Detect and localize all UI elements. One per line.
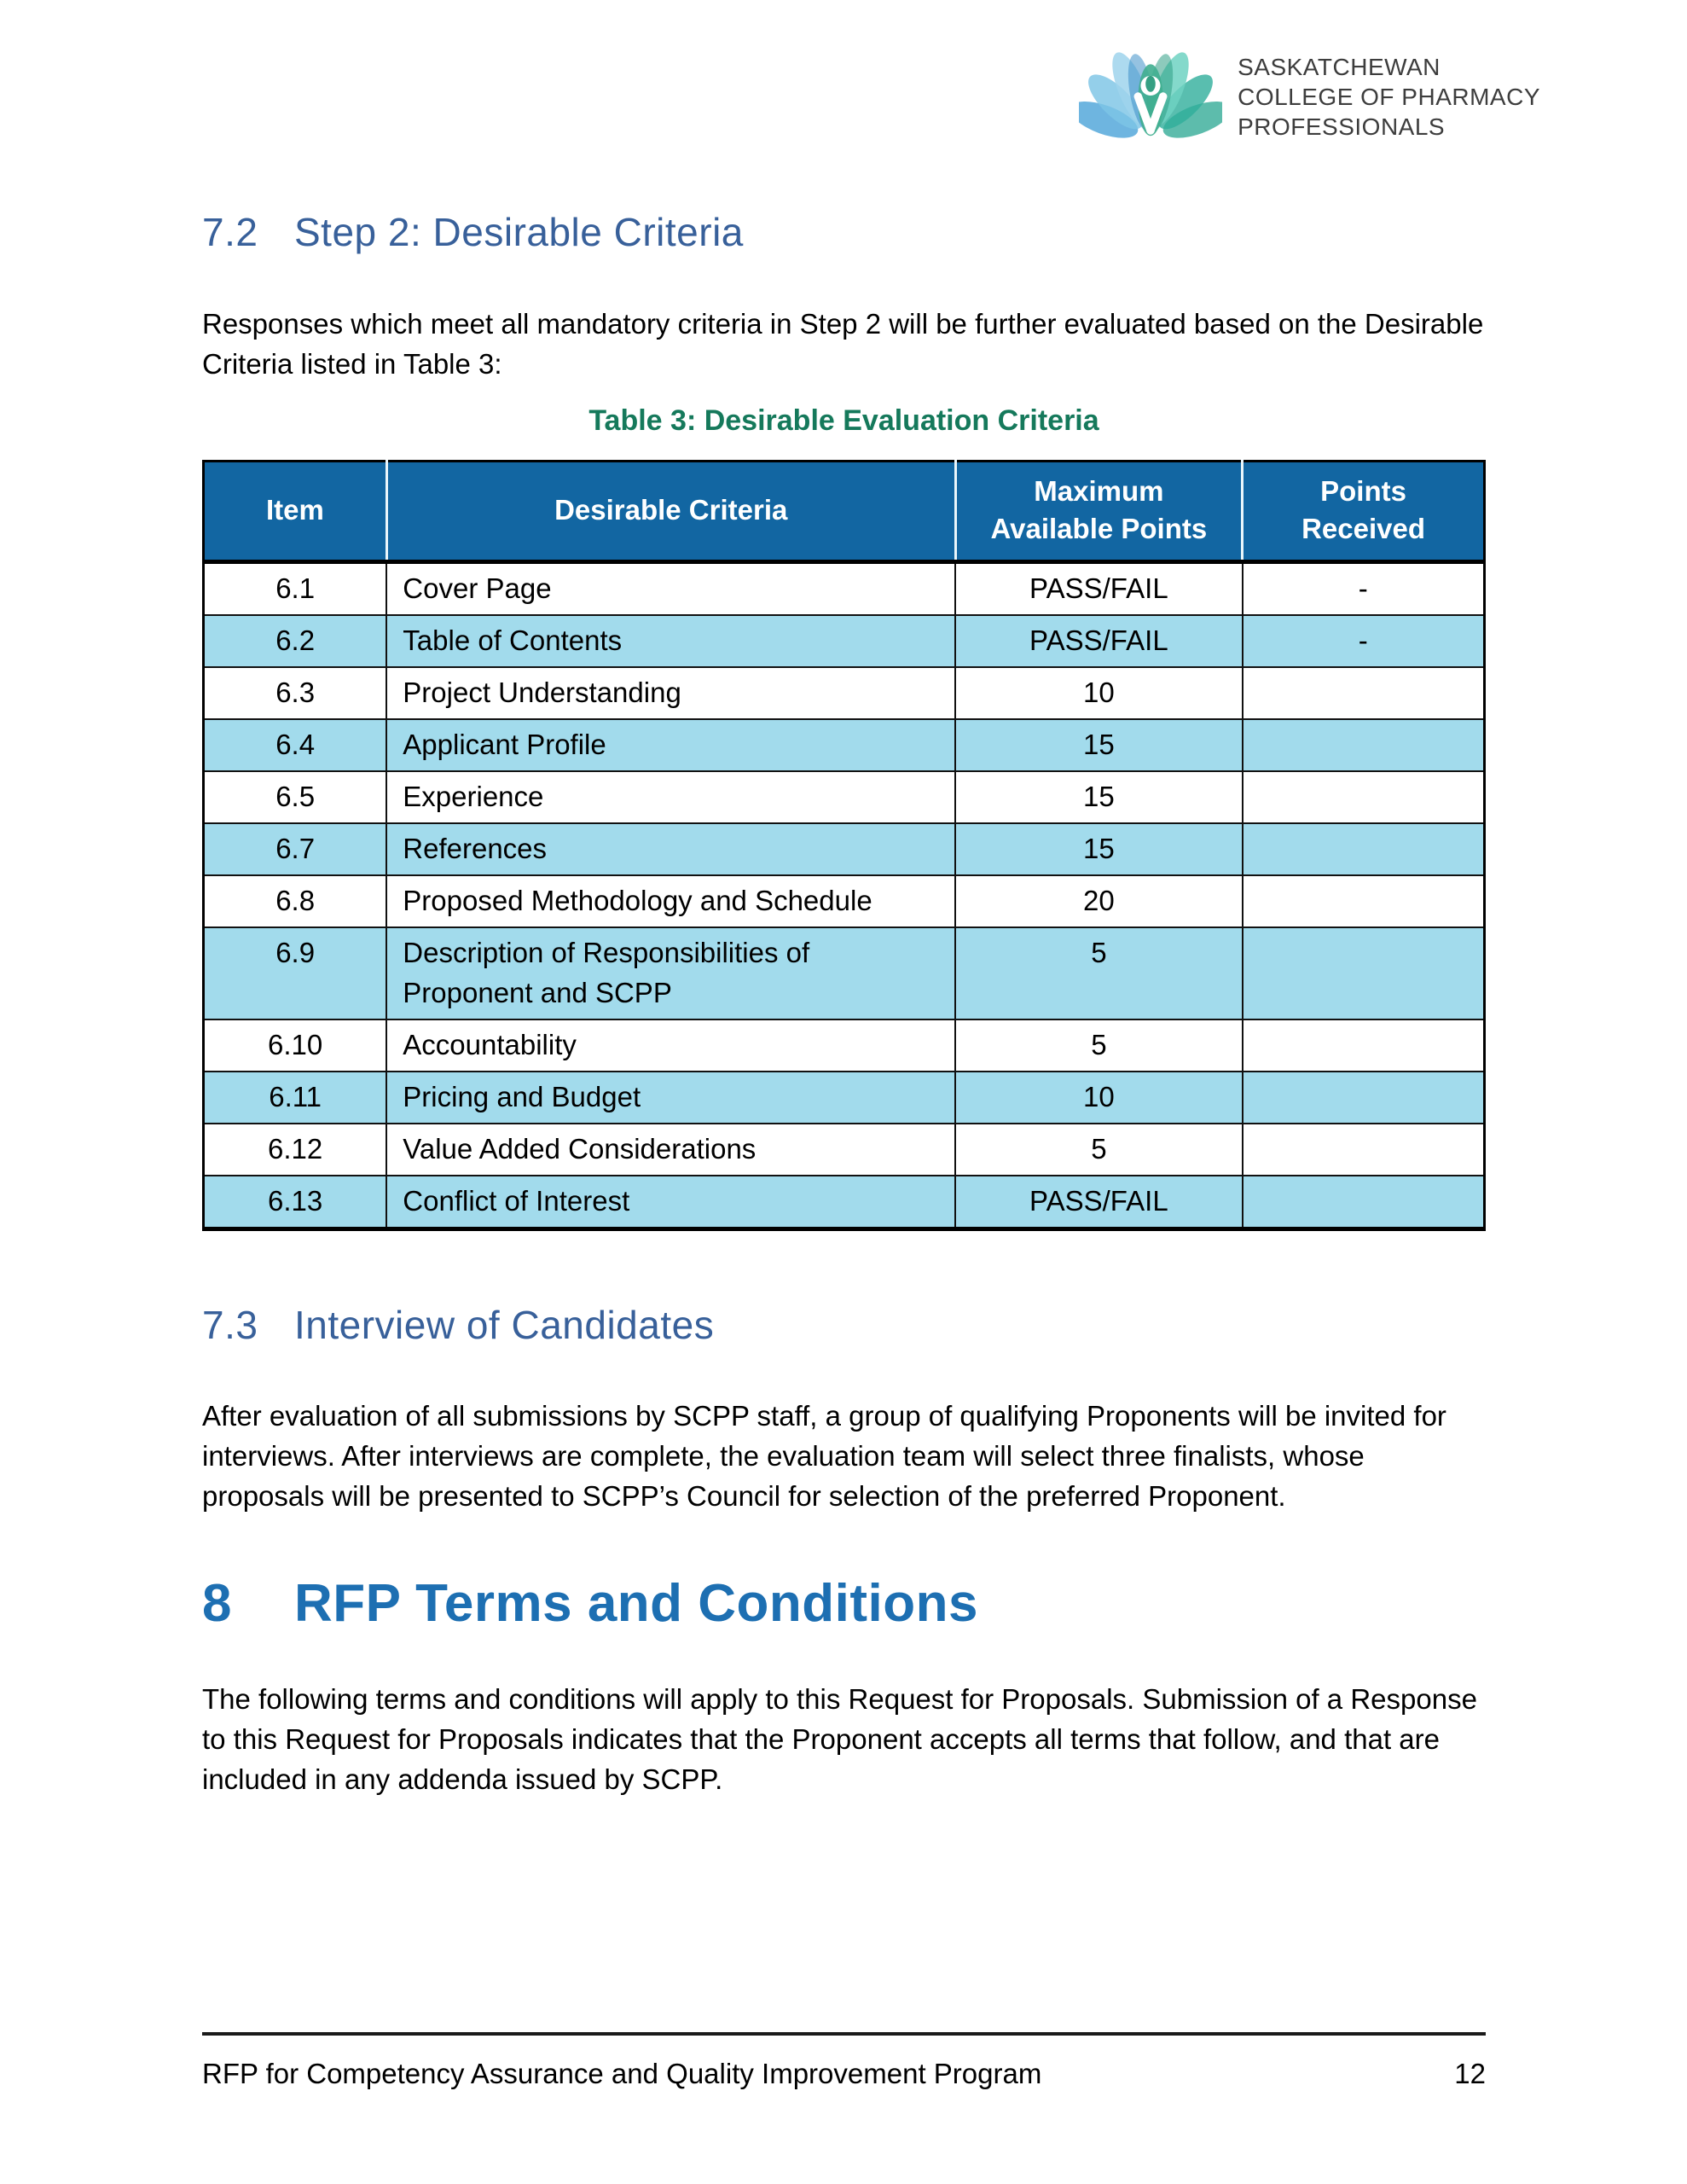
cell-max-points: 5: [955, 1019, 1242, 1072]
cell-max-points: 15: [955, 823, 1242, 875]
cell-points-received: [1243, 823, 1485, 875]
cell-criteria: Experience: [386, 771, 955, 823]
section-number: 8: [202, 1573, 232, 1633]
table-caption: Table 3: Desirable Evaluation Criteria: [588, 404, 1099, 438]
cell-points-received: [1243, 667, 1485, 719]
table-row: [204, 1072, 1485, 1124]
cell-criteria: Project Understanding: [386, 667, 955, 719]
cell-points-received: [1243, 771, 1485, 823]
cell-item: 6.13: [204, 1176, 387, 1229]
table-row: [204, 927, 1485, 1019]
criteria-table-body: [204, 562, 1485, 1229]
table-row: [204, 771, 1485, 823]
cell-item: 6.8: [204, 875, 387, 927]
cell-item: 6.1: [204, 562, 387, 616]
cell-max-points: 20: [955, 875, 1242, 927]
cell-max-points: PASS/FAIL: [955, 1176, 1242, 1229]
cell-points-received: [1243, 719, 1485, 771]
logo-line-1: SASKATCHEWAN: [1238, 53, 1441, 80]
section-8-paragraph: The following terms and conditions will apply to this Request for Proposals. Submission of a Response to this Request for Proposals indicates that the Proponent accepts all terms that follow, and that are included in any addenda issued by SCPP.: [202, 1682, 1477, 1795]
cell-item: 6.3: [204, 667, 387, 719]
column-header-points: Points Received: [1243, 462, 1485, 562]
cell-criteria: Applicant Profile: [386, 719, 955, 771]
cell-criteria: Accountability: [386, 1019, 955, 1072]
cell-max-points: 5: [955, 1124, 1242, 1176]
section-heading-7-2: [202, 212, 1490, 253]
cell-max-points: 10: [955, 1072, 1242, 1124]
cell-criteria: References: [386, 823, 955, 875]
table-row: [204, 719, 1485, 771]
table-row: [204, 562, 1485, 616]
footer-page-number: 12: [1454, 2058, 1486, 2089]
cell-item: 6.2: [204, 615, 387, 667]
cell-criteria: Value Added Considerations: [386, 1124, 955, 1176]
cell-criteria: Conflict of Interest: [386, 1176, 955, 1229]
section-number: 7.3: [202, 1303, 258, 1348]
cell-points-received: -: [1243, 615, 1485, 667]
column-header-criteria: Desirable Criteria: [386, 462, 955, 562]
table-row: [204, 667, 1485, 719]
cell-item: 6.11: [204, 1072, 387, 1124]
table-row: [204, 615, 1485, 667]
cell-item: 6.5: [204, 771, 387, 823]
cell-points-received: -: [1243, 562, 1485, 616]
cell-max-points: PASS/FAIL: [955, 615, 1242, 667]
column-header-item: Item: [204, 462, 387, 562]
table-header-row: [204, 462, 1485, 562]
table-row: [204, 875, 1485, 927]
cell-points-received: [1243, 1124, 1485, 1176]
cell-item: 6.9: [204, 927, 387, 1019]
cell-points-received: [1243, 1072, 1485, 1124]
desirable-criteria-table: [202, 460, 1486, 1231]
table-row: [204, 823, 1485, 875]
cell-points-received: [1243, 1019, 1485, 1072]
section-7-2-paragraph: Responses which meet all mandatory criteria in Step 2 will be further evaluated based on the Desirable Criteria listed in Table 3:: [202, 308, 1484, 380]
footer-title: RFP for Competency Assurance and Quality Improvement Program: [202, 2058, 1042, 2089]
table-row: [204, 1176, 1485, 1229]
section-heading-8: [202, 1573, 1490, 1633]
cell-max-points: 15: [955, 771, 1242, 823]
cell-criteria: Cover Page: [386, 562, 955, 616]
logo-line-3: PROFESSIONALS: [1238, 113, 1446, 140]
cell-item: 6.4: [204, 719, 387, 771]
cell-item: 6.7: [204, 823, 387, 875]
table-row: [204, 1124, 1485, 1176]
section-title: RFP Terms and Conditions: [294, 1573, 978, 1633]
section-7-3-paragraph: After evaluation of all submissions by SCPP staff, a group of qualifying Proponents will be invited for interviews. After interviews are complete, the evaluation team will select three finalists, whose proposals will be presented to SCPP’s Council for selection of the preferred Proponent.: [202, 1399, 1446, 1512]
cell-max-points: 5: [955, 927, 1242, 1019]
cell-item: 6.10: [204, 1019, 387, 1072]
cell-criteria: Description of Responsibilities of Proponent and SCPP: [386, 927, 955, 1019]
cell-max-points: 10: [955, 667, 1242, 719]
cell-criteria: Pricing and Budget: [386, 1072, 955, 1124]
section-heading-7-3: [202, 1303, 1490, 1348]
column-header-max: Maximum Available Points: [955, 462, 1242, 562]
cell-max-points: PASS/FAIL: [955, 562, 1242, 616]
cell-criteria: Table of Contents: [386, 615, 955, 667]
cell-criteria: Proposed Methodology and Schedule: [386, 875, 955, 927]
cell-max-points: 15: [955, 719, 1242, 771]
section-title: Step 2: Desirable Criteria: [294, 210, 744, 254]
page-content: [202, 0, 1490, 1799]
cell-points-received: [1243, 875, 1485, 927]
cell-points-received: [1243, 1176, 1485, 1229]
cell-item: 6.12: [204, 1124, 387, 1176]
section-number: 7.2: [202, 210, 258, 254]
section-title: Interview of Candidates: [294, 1303, 715, 1348]
cell-points-received: [1243, 927, 1485, 1019]
page-footer: [202, 2032, 1486, 2090]
table-row: [204, 1019, 1485, 1072]
logo-line-2: COLLEGE OF PHARMACY: [1238, 83, 1540, 110]
